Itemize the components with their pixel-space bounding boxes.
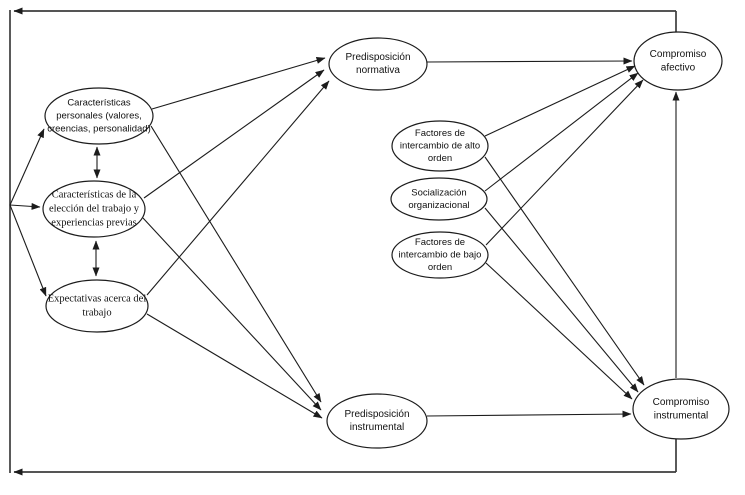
edge-expectativas-to-normativa bbox=[147, 81, 329, 295]
node-factores-alto-orden bbox=[392, 121, 488, 171]
edge-branch-to-expectativas bbox=[10, 205, 46, 296]
edge-normativa-to-afectivo bbox=[427, 61, 632, 62]
expectativas-trabajo-ellipse bbox=[46, 280, 148, 332]
node-factores-bajo-orden bbox=[392, 232, 488, 278]
edge-bajo-to-afectivo bbox=[486, 80, 643, 245]
nodes-layer bbox=[43, 32, 729, 448]
edge-expectativas-to-predinstrumental bbox=[147, 314, 322, 418]
node-caracteristicas-personales bbox=[45, 88, 153, 144]
factores-bajo-orden-label: Factores de intercambio de bajo orden bbox=[398, 237, 482, 273]
edge-personales-to-normativa bbox=[152, 58, 325, 109]
caracteristicas-eleccion-label: Características de la elección del trabajo y experiencias previas bbox=[48, 189, 140, 229]
edge-socializacion-to-afectivo bbox=[485, 73, 638, 191]
compromiso-afectivo-label: Compromiso afectivo bbox=[649, 48, 707, 74]
factores-alto-orden-label: Factores de intercambio de alto orden bbox=[399, 128, 481, 164]
compromiso-afectivo-ellipse bbox=[634, 32, 722, 90]
predisposicion-instrumental-ellipse bbox=[327, 394, 427, 448]
node-compromiso-instrumental bbox=[633, 379, 729, 439]
node-caracteristicas-eleccion bbox=[43, 181, 145, 237]
edge-branch-to-eleccion bbox=[10, 205, 40, 207]
node-predisposicion-normativa bbox=[329, 38, 427, 90]
expectativas-trabajo-label: Expectativas acerca del trabajo bbox=[47, 293, 147, 319]
node-expectativas-trabajo bbox=[46, 280, 148, 332]
edge-alto-to-afectivo bbox=[485, 66, 635, 136]
edge-personales-to-predinstrumental bbox=[151, 126, 321, 402]
edge-branch-to-personales bbox=[10, 129, 44, 205]
predisposicion-normativa-label: Predisposición normativa bbox=[345, 52, 411, 76]
edge-eleccion-to-normativa bbox=[144, 70, 324, 198]
edge-socializacion-to-instrumental bbox=[485, 208, 638, 392]
compromiso-instrumental-label: Compromiso instrumental bbox=[652, 396, 710, 422]
compromiso-instrumental-ellipse bbox=[633, 379, 729, 439]
node-compromiso-afectivo bbox=[634, 32, 722, 90]
predisposicion-instrumental-label: Predisposición instrumental bbox=[344, 409, 410, 433]
edge-predinstrumental-to-instrumental bbox=[427, 414, 631, 416]
caracteristicas-personales-label: Características personales (valores, creencias, personalidad) bbox=[47, 97, 151, 135]
node-socializacion-organizacional bbox=[391, 178, 487, 220]
socializacion-organizacional-label: Socialización organizacional bbox=[408, 187, 470, 211]
node-predisposicion-instrumental bbox=[327, 394, 427, 448]
edge-eleccion-to-predinstrumental bbox=[143, 218, 321, 410]
edge-alto-to-instrumental bbox=[485, 157, 644, 385]
edge-bajo-to-instrumental bbox=[486, 263, 632, 399]
predisposicion-normativa-ellipse bbox=[329, 38, 427, 90]
